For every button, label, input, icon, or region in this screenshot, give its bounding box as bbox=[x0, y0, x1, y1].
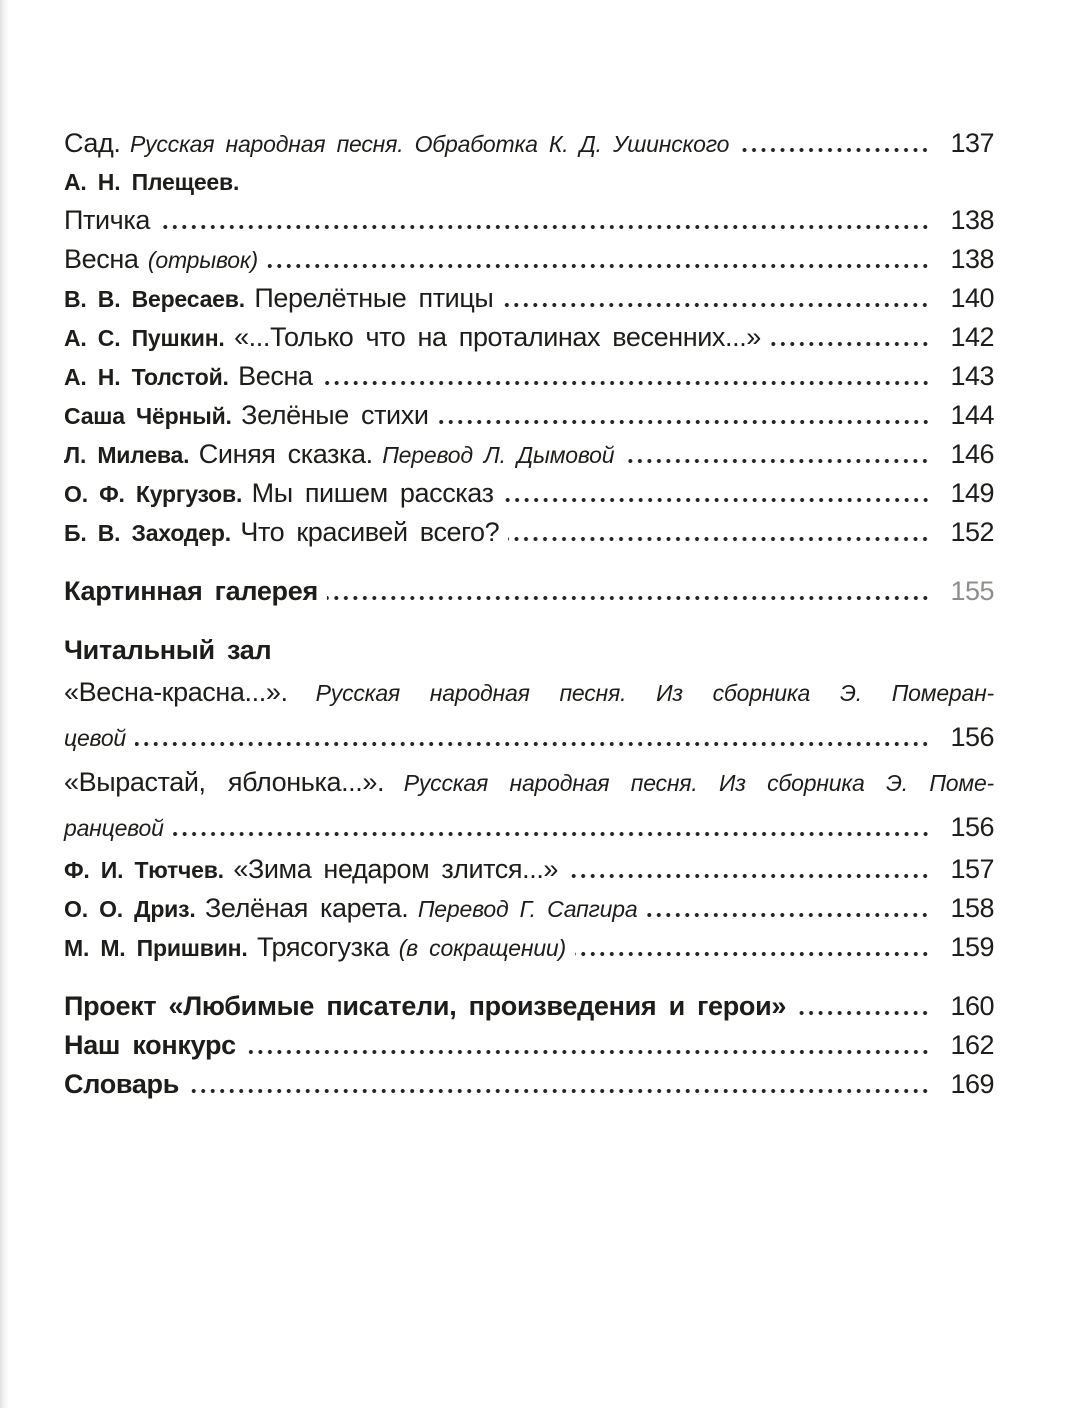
toc-row bbox=[64, 1067, 994, 1106]
toc-segment-author: В. В. Вересаев. bbox=[64, 286, 245, 312]
toc-segment-title: «...Только что на проталинах весенних...» bbox=[234, 322, 761, 352]
toc-row bbox=[64, 126, 994, 165]
page-number: 138 bbox=[950, 205, 994, 235]
toc-row-text bbox=[64, 476, 494, 515]
toc-row-text bbox=[64, 808, 164, 852]
toc-row bbox=[64, 930, 994, 969]
dot-leader bbox=[503, 497, 930, 503]
dot-leader bbox=[135, 741, 930, 747]
toc-row bbox=[64, 437, 994, 476]
toc-row-text bbox=[64, 852, 558, 891]
toc-segment-author: Ф. И. Тютчев. bbox=[64, 857, 224, 883]
toc-segment-note: (отрывок) bbox=[147, 247, 258, 273]
toc-segment-note: ранцевой bbox=[64, 815, 164, 841]
toc-segment-header: Проект «Любимые писатели, произведения и герои» bbox=[64, 991, 787, 1021]
page-number: 142 bbox=[950, 322, 994, 352]
page-number: 158 bbox=[950, 893, 994, 923]
page-number: 157 bbox=[950, 854, 994, 884]
page-number: 152 bbox=[950, 517, 994, 547]
toc-row bbox=[64, 1028, 994, 1067]
toc-row-text bbox=[64, 126, 729, 165]
toc-row bbox=[64, 281, 994, 320]
toc-segment-title: Весна bbox=[238, 361, 313, 391]
toc-row bbox=[64, 320, 994, 359]
toc-segment-note: Русская народная песня. Обработка К. Д. Ушинского bbox=[129, 131, 730, 157]
toc-segment-title: Мы пишем рассказ bbox=[251, 478, 494, 508]
toc-row-text bbox=[64, 203, 150, 242]
toc-segment-author: А. Н. Толстой. bbox=[64, 364, 229, 390]
toc-segment-note: Перевод Л. Дымовой bbox=[382, 442, 615, 468]
dot-leader bbox=[159, 224, 930, 230]
toc-segment-title: Зелёные стихи bbox=[241, 400, 429, 430]
toc-segment-note: (в сокращении) bbox=[398, 935, 566, 961]
toc-row-text bbox=[64, 633, 271, 672]
toc-row bbox=[64, 891, 994, 930]
dot-leader bbox=[567, 873, 930, 879]
dot-leader bbox=[770, 341, 930, 347]
toc-row-text bbox=[64, 437, 614, 476]
page-number: 140 bbox=[950, 283, 994, 313]
toc-row bbox=[64, 515, 994, 554]
dot-leader bbox=[795, 1010, 930, 1016]
page-number: 156 bbox=[950, 722, 994, 752]
toc-row bbox=[64, 574, 994, 613]
toc-segment-header: Наш конкурс bbox=[64, 1030, 236, 1060]
page-number: 146 bbox=[950, 439, 994, 469]
toc-row-text bbox=[64, 281, 493, 320]
toc-row-text bbox=[64, 989, 786, 1028]
toc-segment-note: Русская народная песня. Из сборника Э. Померан- bbox=[315, 680, 995, 706]
toc-segment-note: Русская народная песня. Из сборника Э. Поме- bbox=[403, 770, 994, 796]
dot-leader bbox=[575, 951, 930, 957]
dot-leader bbox=[267, 263, 930, 269]
toc-segment-title: Сад. bbox=[64, 128, 121, 158]
toc-row-text bbox=[64, 930, 566, 969]
toc-segment-title: «Вырастай, яблонька...». bbox=[64, 767, 385, 797]
toc-segment-title: Зелёная карета. bbox=[205, 893, 409, 923]
dot-leader bbox=[738, 147, 930, 153]
toc-segment-title: Синяя сказка. bbox=[198, 439, 373, 469]
page-gutter-shadow bbox=[0, 0, 9, 1408]
toc-row bbox=[64, 633, 994, 672]
toc-row-text bbox=[64, 574, 318, 613]
dot-leader bbox=[173, 831, 930, 837]
toc-row-text bbox=[64, 1028, 236, 1067]
dot-leader bbox=[322, 380, 930, 386]
page-number: 160 bbox=[950, 991, 994, 1021]
toc-segment-author: Б. В. Заходер. bbox=[64, 520, 231, 546]
dot-leader bbox=[623, 458, 930, 464]
toc-row-text bbox=[64, 398, 429, 437]
page-number: 137 bbox=[950, 128, 994, 158]
toc-segment-author: А. С. Пушкин. bbox=[64, 325, 225, 351]
toc-row bbox=[64, 989, 994, 1028]
page-number: 159 bbox=[950, 932, 994, 962]
dot-leader bbox=[508, 536, 930, 542]
toc-row bbox=[64, 398, 994, 437]
toc-row-text bbox=[64, 242, 258, 281]
toc-row bbox=[64, 165, 994, 203]
toc-row-text bbox=[64, 891, 637, 930]
toc-row bbox=[64, 476, 994, 515]
toc-segment-author: М. М. Пришвин. bbox=[64, 935, 248, 961]
dot-leader bbox=[438, 419, 930, 425]
dot-leader bbox=[327, 595, 930, 601]
toc-segment-header: Картинная галерея bbox=[64, 576, 318, 606]
toc-segment-title: Что красивей всего? bbox=[240, 517, 500, 547]
page-number: 144 bbox=[950, 400, 994, 430]
toc-segment-title: Птичка bbox=[64, 205, 150, 235]
dot-leader bbox=[502, 302, 930, 308]
toc-segment-title: Весна bbox=[64, 244, 139, 274]
toc-segment-note: Перевод Г. Сапгира bbox=[417, 896, 638, 922]
toc-row-text bbox=[64, 359, 313, 398]
page-number: 162 bbox=[950, 1030, 994, 1060]
toc-row bbox=[64, 717, 994, 762]
toc-row bbox=[64, 359, 994, 398]
toc-segment-author: О. Ф. Кургузов. bbox=[64, 481, 243, 507]
toc-segment-header: Читальный зал bbox=[64, 635, 272, 665]
toc-row bbox=[64, 672, 994, 717]
toc-row-text bbox=[64, 320, 761, 359]
toc-row bbox=[64, 852, 994, 891]
toc-segment-title: Перелётные птицы bbox=[254, 283, 494, 313]
dot-leader bbox=[646, 912, 930, 918]
dot-leader bbox=[245, 1049, 930, 1055]
page-number: 155 bbox=[950, 576, 994, 606]
page-number: 169 bbox=[950, 1069, 994, 1099]
toc-segment-note: цевой bbox=[64, 725, 127, 751]
page-number: 156 bbox=[950, 812, 994, 842]
toc-row bbox=[64, 807, 994, 852]
toc-segment-title: «Весна-красна...». bbox=[64, 677, 288, 707]
toc-row-text bbox=[64, 762, 994, 807]
page-number: 143 bbox=[950, 361, 994, 391]
toc-segment-title: «Зима недаром злится...» bbox=[233, 854, 559, 884]
toc-row-text bbox=[64, 515, 499, 554]
toc-row-text bbox=[64, 1067, 179, 1106]
toc-segment-title: Трясогузка bbox=[256, 932, 390, 962]
toc-segment-author: Саша Чёрный. bbox=[64, 403, 232, 429]
page-number: 149 bbox=[950, 478, 994, 508]
toc-row-text bbox=[64, 165, 239, 203]
toc-row-text bbox=[64, 718, 126, 762]
toc-row-text bbox=[64, 672, 994, 717]
toc-segment-author: О. О. Дриз. bbox=[64, 896, 196, 922]
toc-row bbox=[64, 203, 994, 242]
toc-segment-author: А. Н. Плещеев. bbox=[64, 169, 240, 195]
toc-segment-header: Словарь bbox=[64, 1069, 180, 1099]
table-of-contents bbox=[64, 126, 994, 1106]
toc-segment-author: Л. Милева. bbox=[64, 442, 190, 468]
toc-row bbox=[64, 242, 994, 281]
dot-leader bbox=[188, 1088, 930, 1094]
page-number: 138 bbox=[950, 244, 994, 274]
toc-row bbox=[64, 762, 994, 807]
